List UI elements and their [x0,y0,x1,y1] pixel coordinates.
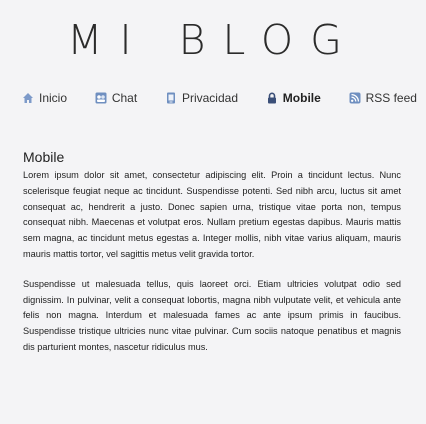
nav-item-label: RSS feed [365,91,417,105]
nav-item-inicio[interactable] [22,91,67,105]
nav-item-rss-feed[interactable] [349,91,417,105]
post-heading: Mobile [23,149,65,165]
post-paragraph: Lorem ipsum dolor sit amet, consectetur adipiscing elit. Proin a tincidunt lectus. Nunc scelerisque feugiat neque ac tincidunt. Suspendisse potenti. Sed nibh arcu, luctus sit amet consequat ac, hendrerit a justo. Donec sapien urna, tristique vitae porta non, tempus consequat nibh. Maecenas et volutpat eros. Nullam pretium egestas dapibus. Mauris mattis sem magna, ac tincidunt metus egestas a. Integer mollis, nibh vitae varius aliquam, mauris mauris mattis tortor, vel sagittis metus velit gravida tortor. [23,170,401,259]
post-content [23,149,401,370]
home-icon [22,92,34,104]
nav-item-label: Privacidad [181,91,238,105]
nav-item-label: Mobile [282,91,321,105]
rss-icon [349,92,361,104]
nav-item-label: Inicio [39,91,68,105]
nav-item-mobile[interactable] [266,91,321,105]
post-paragraph: Suspendisse ut malesuada tellus, quis laoreet orci. Etiam ultricies volutpat odio sed dignissim. In pulvinar, velit a consequat lobortis, magna nibh vulputate velit, et vehicula ante felis non magna. Interdum et malesuada fames ac ante ipsum primis in faucibus. Suspendisse tristique ultricies nunc vitae pulvinar. Cum sociis natoque penatibus et magnis dis parturient montes, nascetur ridiculus mus. [23,278,401,352]
main-nav [22,91,417,105]
document-icon [165,92,177,104]
lock-icon [266,92,278,104]
nav-item-chat[interactable] [95,91,137,105]
nav-item-privacidad[interactable] [165,91,238,105]
blog-title: MI BLOG [67,16,359,64]
chat-icon [95,92,107,104]
nav-item-label: Chat [111,91,138,105]
